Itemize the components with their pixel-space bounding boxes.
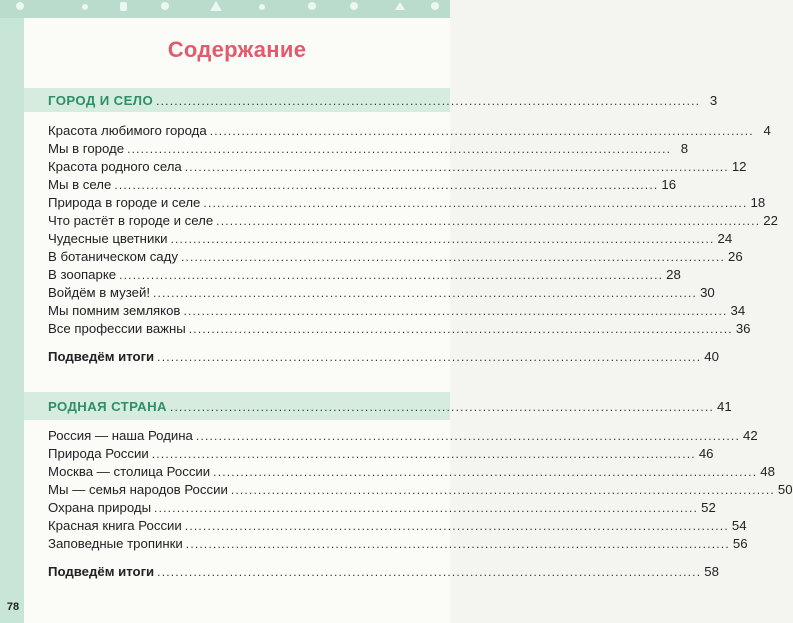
leader-dots: ........................................................................................................................: [114, 178, 659, 192]
leader-dots: ........................................................................................................................: [183, 304, 728, 318]
toc-entry[interactable]: [48, 122, 771, 140]
toc-entry[interactable]: [48, 320, 751, 338]
toc-entry-title: Чудесные цветники: [48, 231, 168, 246]
toc-entry-page: 18: [750, 195, 766, 210]
toc-entry-title: Красная книга России: [48, 518, 182, 533]
page-number: 78: [6, 601, 20, 613]
toc-entry-page: 8: [680, 141, 689, 156]
toc-entry[interactable]: [48, 212, 778, 230]
toc-entry[interactable]: [48, 158, 747, 176]
leader-dots: ........................................................................................................................: [213, 465, 758, 479]
toc-entry-page: 28: [666, 267, 681, 282]
toc-entry[interactable]: [48, 230, 733, 248]
toc-entry-page: 41: [717, 399, 732, 414]
toc-entry-page: 46: [698, 446, 714, 461]
toc-entry-title: Мы — семья народов России: [48, 482, 228, 497]
toc-entry-page: 40: [704, 349, 719, 364]
toc-entry[interactable]: [48, 463, 775, 481]
toc-summary[interactable]: [48, 348, 719, 366]
page-title: Содержание: [167, 37, 307, 62]
leader-dots: ........................................................................................................................: [154, 501, 699, 515]
toc-entry-title: Москва — столица России: [48, 464, 211, 479]
toc-entry[interactable]: [48, 499, 716, 517]
decorative-icons-strip: [0, 0, 450, 18]
toc-entry[interactable]: [48, 517, 747, 535]
leader-dots: ........................................................................................................................: [185, 537, 730, 551]
toc-entry[interactable]: [48, 140, 689, 158]
toc-entry-title: РОДНАЯ СТРАНА: [48, 399, 167, 414]
toc-entry-title: Охрана природы: [48, 500, 152, 515]
toc-entry-title: Все профессии важны: [48, 321, 186, 336]
toc-entry-title: В зоопарке: [48, 267, 117, 282]
leader-dots: ........................................................................................................................: [169, 400, 715, 414]
toc-entry-page: 26: [728, 249, 743, 264]
toc-entry-title: Красота любимого города: [48, 123, 207, 138]
toc-entry-title: Мы в городе: [48, 141, 125, 156]
toc-entry-title: В ботаническом саду: [48, 249, 178, 264]
toc-entry-title: Войдём в музей!: [48, 285, 150, 300]
toc-entry[interactable]: [48, 248, 743, 266]
toc-entry-page: 24: [717, 231, 733, 246]
toc-entry[interactable]: [48, 481, 793, 499]
toc-entry[interactable]: [48, 535, 748, 553]
toc-entry-page: 16: [661, 177, 677, 192]
toc-entry-page: 56: [732, 536, 748, 551]
toc-entry-title: Россия — наша Родина: [48, 428, 193, 443]
toc-entry[interactable]: [48, 302, 746, 320]
leader-dots: ........................................................................................................................: [184, 160, 729, 174]
leader-dots: ........................................................................................................................: [180, 250, 726, 264]
leader-dots: ........................................................................................................................: [170, 232, 715, 246]
toc-entry[interactable]: [48, 266, 681, 284]
leader-dots: ........................................................................................................................: [157, 565, 702, 579]
toc-entry[interactable]: [48, 445, 714, 463]
toc-entry-title: Подведём итоги: [48, 349, 155, 364]
toc-entry-title: Природа России: [48, 446, 149, 461]
toc-summary[interactable]: [48, 563, 719, 581]
toc-entry-page: 4: [763, 123, 771, 138]
toc-entry[interactable]: [48, 284, 715, 302]
toc-entry-title: Мы в селе: [48, 177, 112, 192]
toc-entry-page: 30: [700, 285, 715, 300]
toc-entry-page: 42: [742, 428, 758, 443]
toc-entry[interactable]: [48, 427, 758, 445]
toc-entry-page: 36: [735, 321, 751, 336]
leader-dots: ........................................................................................................................: [184, 519, 729, 533]
toc-entry-page: 54: [731, 518, 747, 533]
leader-dots: ........................................................................................................................: [195, 429, 740, 443]
toc-section-heading[interactable]: [48, 398, 732, 416]
leader-dots: ........................................................................................................................: [153, 286, 698, 300]
toc-entry-title: Природа в городе и селе: [48, 195, 201, 210]
toc-entry-page: 3: [709, 93, 718, 108]
top-decorative-band: [0, 0, 450, 18]
toc-entry[interactable]: [48, 176, 677, 194]
toc-entry-title: Что растёт в городе и селе: [48, 213, 214, 228]
leader-dots: ........................................................................................................................: [209, 124, 754, 138]
toc-entry[interactable]: [48, 194, 766, 212]
toc-entry-page: 34: [730, 303, 746, 318]
toc-entry-page: 12: [731, 159, 747, 174]
toc-entry-title: Подведём итоги: [48, 564, 155, 579]
toc-entry-page: 58: [704, 564, 719, 579]
leader-dots: ........................................................................................................................: [216, 214, 761, 228]
toc-entry-title: ГОРОД И СЕЛО: [48, 93, 154, 108]
leader-dots: ........................................................................................................................: [151, 447, 696, 461]
toc-section-heading[interactable]: [48, 92, 718, 110]
leader-dots: ........................................................................................................................: [127, 142, 672, 156]
leader-dots: ........................................................................................................................: [188, 322, 733, 336]
toc-entry-page: 48: [760, 464, 775, 479]
leader-dots: ........................................................................................................................: [156, 94, 701, 108]
toc-entry-title: Красота родного села: [48, 159, 182, 174]
toc-entry-page: 22: [763, 213, 778, 228]
left-margin-strip: [0, 18, 24, 623]
leader-dots: ........................................................................................................................: [230, 483, 775, 497]
toc-entry-title: Мы помним земляков: [48, 303, 181, 318]
toc-entry-page: 52: [701, 500, 716, 515]
leader-dots: ........................................................................................................................: [119, 268, 664, 282]
toc-entry-title: Заповедные тропинки: [48, 536, 183, 551]
toc-entry-page: 50: [777, 482, 793, 497]
leader-dots: ........................................................................................................................: [203, 196, 748, 210]
leader-dots: ........................................................................................................................: [157, 350, 702, 364]
